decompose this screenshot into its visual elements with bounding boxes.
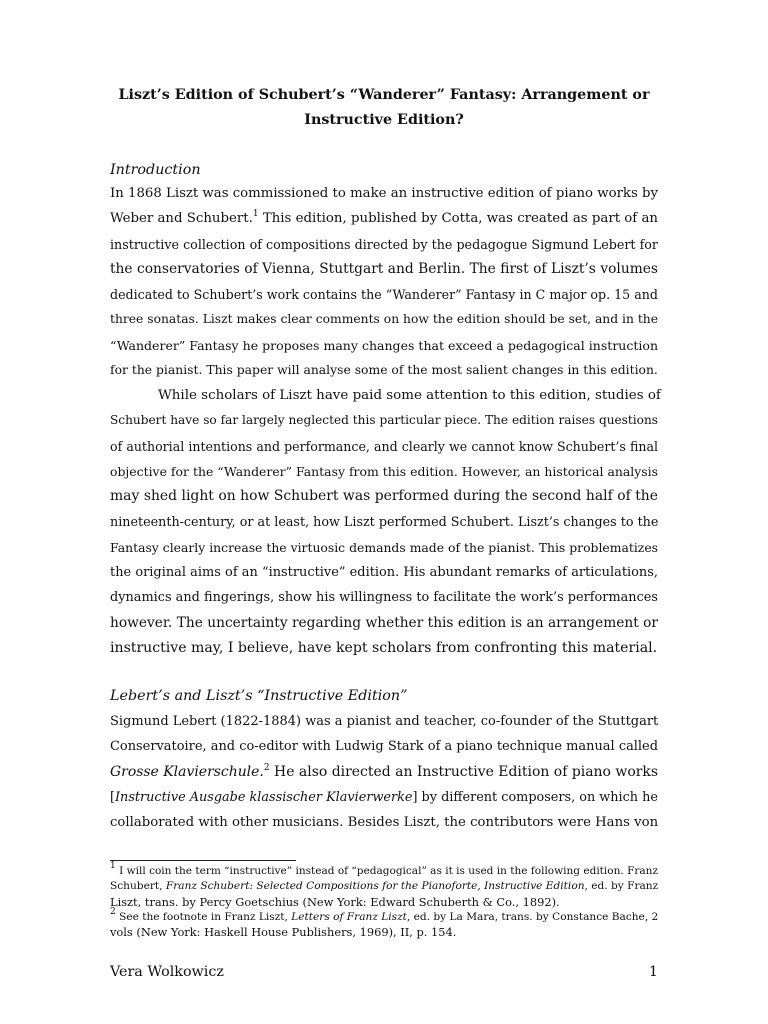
text-line: however. The uncertainty regarding whether this edition is an arrangement or — [110, 614, 658, 631]
footnote-ref-1[interactable]: 1 — [252, 209, 259, 220]
text-line: three sonatas. Liszt makes clear comments on how the edition should be set, and in the — [110, 312, 658, 327]
paper-title-line-1: Liszt’s Edition of Schubert’s “Wanderer” Fantasy: Arrangement or — [118, 87, 650, 103]
text-line: objective for the “Wanderer” Fantasy from this edition. However, an historical analysis — [110, 463, 658, 479]
footnotes — [110, 861, 659, 940]
text-line: the original aims of an “instructive” edition. His abundant remarks of articulations, — [110, 565, 658, 581]
section-heading-introduction: Introduction — [110, 162, 201, 178]
text-line: “Wanderer” Fantasy he proposes many changes that exceed a pedagogical instruction — [110, 337, 658, 353]
text-line: the conservatories of Vienna, Stuttgart and Berlin. The first of Liszt’s volumes — [110, 260, 658, 277]
text-line: nineteenth-century, or at least, how Liszt performed Schubert. Liszt’s changes to the — [110, 514, 659, 530]
footnote-1-line: Schubert, Franz Schubert: Selected Compositions for the Pianoforte, Instructive Edition, ed. by Franz — [110, 880, 659, 893]
text-line: collaborated with other musicians. Besides Liszt, the contributors were Hans von — [110, 815, 659, 831]
text-line: of authorial intentions and performance, and clearly we cannot know Schubert’s final — [110, 438, 658, 454]
text-line: Conservatoire, and co-editor with Ludwig Stark of a piano technique manual called — [110, 739, 658, 755]
text-line: In 1868 Liszt was commissioned to make an instructive edition of piano works by — [110, 186, 658, 201]
text-line: Sigmund Lebert (1822-1884) was a pianist and teacher, co-founder of the Stuttgart — [110, 714, 659, 729]
footnote-1-line: $^1$ I will coin the term “instructive” instead of “pedagogical” as it is used in the following edition. Franz — [110, 861, 658, 877]
text-line: Fantasy clearly increase the virtuosic demands made of the pianist. This problematizes — [110, 539, 658, 555]
footnote-2-line: vols (New York: Haskell House Publishers, 1969), II, p. 154. — [110, 925, 457, 940]
footnote-ref-2[interactable]: 2 — [263, 762, 270, 773]
section-heading-instructive-edition: Lebert’s and Liszt’s “Instructive Edition” — [110, 688, 408, 704]
text-line: Schubert have so far largely neglected this particular piece. The edition raises questions — [110, 413, 658, 428]
footnote-1-line: Liszt, trans. by Percy Goetschius (New York: Edward Schuberth & Co., 1892). — [110, 894, 560, 909]
introduction-paragraph-1 — [110, 181, 658, 383]
text-line: instructive may, I believe, have kept scholars from confronting this material. — [110, 639, 658, 656]
text-line: dynamics and fingerings, show his willingness to facilitate the work’s performances — [110, 590, 658, 606]
introduction-paragraph-2 — [110, 383, 661, 661]
text-line: [Instructive Ausgabe klassischer Klavierwerke] by different composers, on which he — [110, 789, 658, 805]
text-line: instructive collection of compositions directed by the pedagogue Sigmund Lebert for — [110, 236, 658, 252]
text-line: may shed light on how Schubert was performed during the second half of the — [110, 488, 658, 505]
page-number: 1 — [648, 964, 658, 980]
text-line: Weber and Schubert.$^1$ This edition, published by Cotta, was created as part of an — [110, 209, 658, 227]
footnote-2-line: $^2$ See the footnote in Franz Liszt, Letters of Franz Liszt, ed. by La Mara, trans. by Constance Bache, 2 — [110, 906, 659, 923]
text-line: Grosse Klavierschule.$^2$ He also directed an Instructive Edition of piano works — [110, 762, 659, 780]
lebert-paragraph-1 — [110, 709, 658, 835]
footer-author: Vera Wolkowicz — [110, 964, 224, 980]
text-line: for the pianist. This paper will analyse some of the most salient changes in this edition. — [110, 363, 658, 378]
paper-title-line-2: Instructive Edition? — [304, 112, 464, 128]
text-line: While scholars of Liszt have paid some attention to this edition, studies of — [158, 388, 661, 403]
text-line: dedicated to Schubert’s work contains the “Wanderer” Fantasy in C major op. 15 and — [110, 287, 658, 303]
footnote-divider — [110, 860, 296, 861]
